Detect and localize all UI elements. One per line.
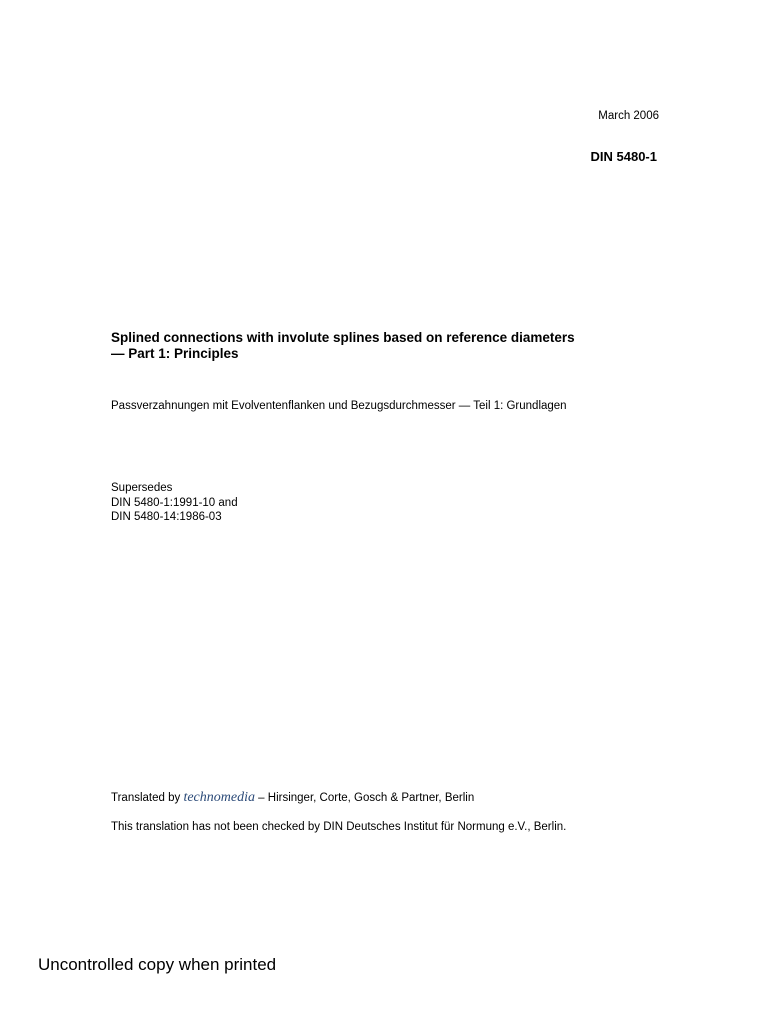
document-number: DIN 5480-1 xyxy=(590,149,657,164)
translation-credit xyxy=(111,790,474,806)
supersedes-item: DIN 5480-14:1986-03 xyxy=(111,511,222,523)
document-title xyxy=(111,330,641,362)
translator-brand: technomedia xyxy=(183,790,255,805)
supersedes-label: Supersedes xyxy=(111,482,173,494)
supersedes-block xyxy=(111,481,238,525)
supersedes-item: DIN 5480-1:1991-10 and xyxy=(111,496,238,509)
translation-note: This translation has not been checked by DIN Deutsches Institut für Normung e.V., Berlin. xyxy=(111,821,567,833)
document-title-line-2: — Part 1: Principles xyxy=(111,346,239,361)
uncontrolled-copy-stamp: Uncontrolled copy when printed xyxy=(38,955,277,974)
document-date: March 2006 xyxy=(598,110,659,122)
document-title-line-1: Splined connections with involute splines based on reference diameters xyxy=(111,330,575,345)
german-title: Passverzahnungen mit Evolventenflanken und Bezugsdurchmesser — Teil 1: Grundlagen xyxy=(111,400,567,412)
translation-prefix: Translated by xyxy=(111,792,184,804)
translation-suffix: – Hirsinger, Corte, Gosch & Partner, Berlin xyxy=(254,792,475,804)
